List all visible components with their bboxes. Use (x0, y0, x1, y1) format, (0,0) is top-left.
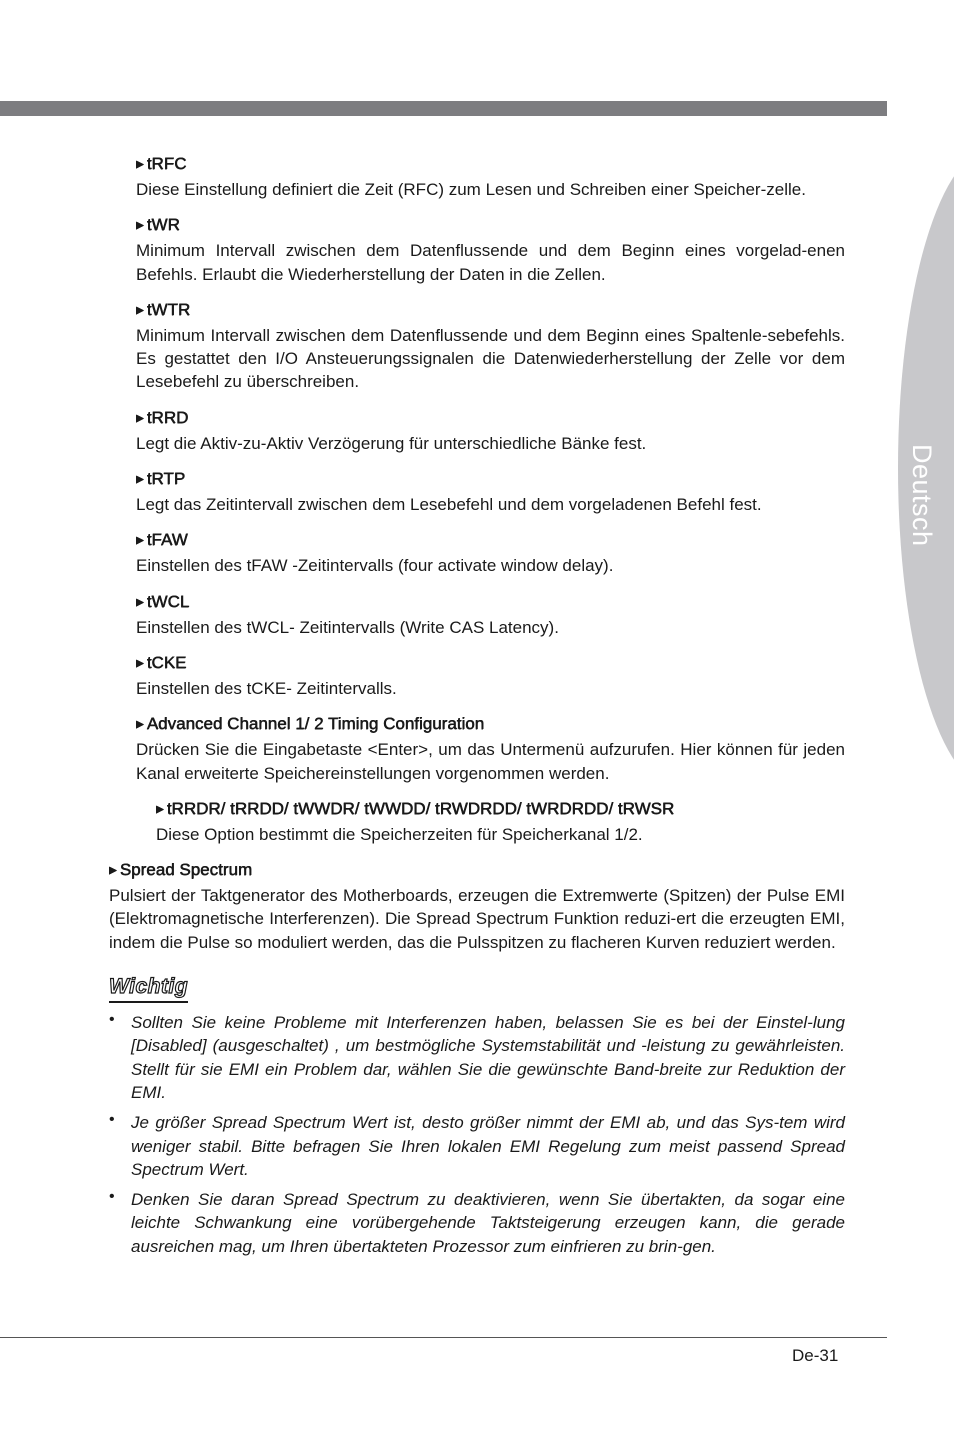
entry-heading (136, 298, 845, 324)
entry-trtp (136, 467, 845, 516)
entry-title: tFAW (146, 530, 188, 550)
entry-twtr (136, 298, 845, 394)
entry-description: Legt das Zeitintervall zwischen dem Lesebefehl und dem vorgeladenen Befehl fest. (136, 495, 762, 515)
entry-description: Einstellen des tCKE- Zeitintervalls. (136, 678, 397, 698)
page-number: De-31 (792, 1346, 839, 1365)
entry-tfaw (136, 528, 845, 577)
entry-title: tWR (146, 215, 180, 235)
entry-description: Diese Option bestimmt die Speicherzeiten für Speicherkanal 1/2. (156, 824, 643, 844)
entry-title: Advanced Channel 1/ 2 Timing Configuration (146, 714, 485, 734)
entry-heading (156, 797, 845, 823)
entry-description: Einstellen des tWCL- Zeitintervalls (Write CAS Latency). (136, 617, 559, 637)
entry-description: Minimum Intervall zwischen dem Datenflussende und dem Beginn eines vorgelad-enen Befehls. Erlaubt die Wiederherstellung der Daten in die Zellen. (136, 241, 845, 284)
header-bar (0, 101, 887, 116)
entry-title: tRFC (146, 154, 187, 173)
entry-channel-timings (156, 797, 845, 846)
entry-description: Legt die Aktiv-zu-Aktiv Verzögerung für unterschiedliche Bänke fest. (136, 433, 647, 453)
triangle-bullet-icon: ▶ (136, 304, 144, 316)
entry-twcl (136, 590, 845, 639)
list-item-text: Denken Sie daran Spread Spectrum zu deaktivieren, wenn Sie übertakten, da sogar eine leichte Schwankung eine vorübergehende Taktsteigerung erzeugen kann, die gerade ausreichen mag, um Ihren übertakteten Prozessor zum einfrieren zu brin-gen. (131, 1190, 845, 1256)
entry-title: tWCL (146, 591, 190, 611)
triangle-bullet-icon: ▶ (136, 474, 144, 486)
entry-heading (136, 651, 845, 677)
triangle-bullet-icon: ▶ (109, 865, 117, 877)
entry-title: tCKE (146, 652, 187, 672)
entry-description: Pulsiert der Taktgenerator des Motherboards, erzeugen die Extremwerte (Spitzen) der Pulse EMI (Elektromagnetische Interferenzen). Die Spread Spectrum Funktion reduzi-ert die erzeugten EMI, indem die Pulse so moduliert werden, das die Pulsspitzen zu flacheren Kurven reduziert werden. (109, 886, 845, 952)
entry-heading (136, 590, 845, 616)
triangle-bullet-icon: ▶ (156, 803, 164, 815)
entry-tcke (136, 651, 845, 700)
triangle-bullet-icon: ▶ (136, 535, 144, 547)
list-item (109, 1111, 845, 1181)
list-item (109, 1188, 845, 1258)
entry-twr (136, 213, 845, 286)
triangle-bullet-icon: ▶ (136, 159, 144, 170)
entry-heading (109, 858, 845, 884)
entry-description: Diese Einstellung definiert die Zeit (RFC) zum Lesen und Schreiben einer Speicher-zelle. (136, 180, 806, 199)
entry-title: tRRDR/ tRRDD/ tWWDR/ tWWDD/ tRWDRDD/ tWRDRDD/ tRWSR (166, 798, 675, 818)
entry-description: Minimum Intervall zwischen dem Datenflussende und dem Beginn eines Spaltenle-sebefehls. Es gestattet den I/O Ansteuerungssignalen die Datenwiederherstellung der Zelle vor dem Lesebefehl zu überschreiben. (136, 325, 845, 392)
list-item-text: Sollten Sie keine Probleme mit Interferenzen haben, belassen Sie es bei der Einstel-lung [Disabled] (ausgeschaltet) , um bestmögliche Systemstabilität und -leistung zu gewährleisten. Stellt für sie EMI ein Problem dar, wählen Sie die gewünschte Band-breite zur Reduktion der EMI. (131, 1013, 845, 1102)
entry-heading (136, 213, 845, 239)
entry-title: tRRD (146, 407, 189, 427)
triangle-bullet-icon: ▶ (136, 220, 144, 232)
entry-title: tRTP (146, 469, 186, 489)
page-content (109, 152, 845, 1265)
bullet-dot-icon: • (109, 1011, 115, 1029)
language-tab-label: Deutsch (907, 444, 937, 547)
entry-trfc (136, 152, 845, 201)
important-list (109, 1011, 845, 1258)
entry-heading (136, 152, 845, 178)
important-notice (109, 974, 845, 1258)
entry-advanced-channel-timing (136, 712, 845, 785)
triangle-bullet-icon: ▶ (136, 596, 144, 608)
entry-description: Einstellen des tFAW -Zeitintervalls (four activate window delay). (136, 556, 614, 576)
bullet-dot-icon: • (109, 1111, 115, 1129)
entry-title: tWTR (146, 299, 191, 319)
entry-heading (136, 528, 845, 554)
triangle-bullet-icon: ▶ (136, 412, 144, 424)
entry-title: Spread Spectrum (119, 860, 252, 880)
entry-description: Drücken Sie die Eingabetaste <Enter>, um das Untermenü aufzurufen. Hier können für jeden Kanal erweiterte Speichereinstellungen vorgenommen werden. (136, 740, 845, 783)
entry-heading (136, 712, 845, 738)
list-item (109, 1011, 845, 1104)
entry-heading (136, 406, 845, 432)
entry-trrd (136, 406, 845, 455)
important-title: Wichtig (109, 974, 188, 1003)
triangle-bullet-icon: ▶ (136, 719, 144, 731)
entry-heading (136, 467, 845, 493)
entry-spread-spectrum (109, 858, 845, 954)
footer-rule (0, 1337, 887, 1338)
bullet-dot-icon: • (109, 1188, 115, 1206)
list-item-text: Je größer Spread Spectrum Wert ist, desto größer nimmt der EMI ab, und das Sys-tem wird weniger stabil. Bitte befragen Sie Ihren lokalen EMI Regelung zum meist passend Spread Spectrum Wert. (131, 1113, 845, 1179)
triangle-bullet-icon: ▶ (136, 657, 144, 669)
